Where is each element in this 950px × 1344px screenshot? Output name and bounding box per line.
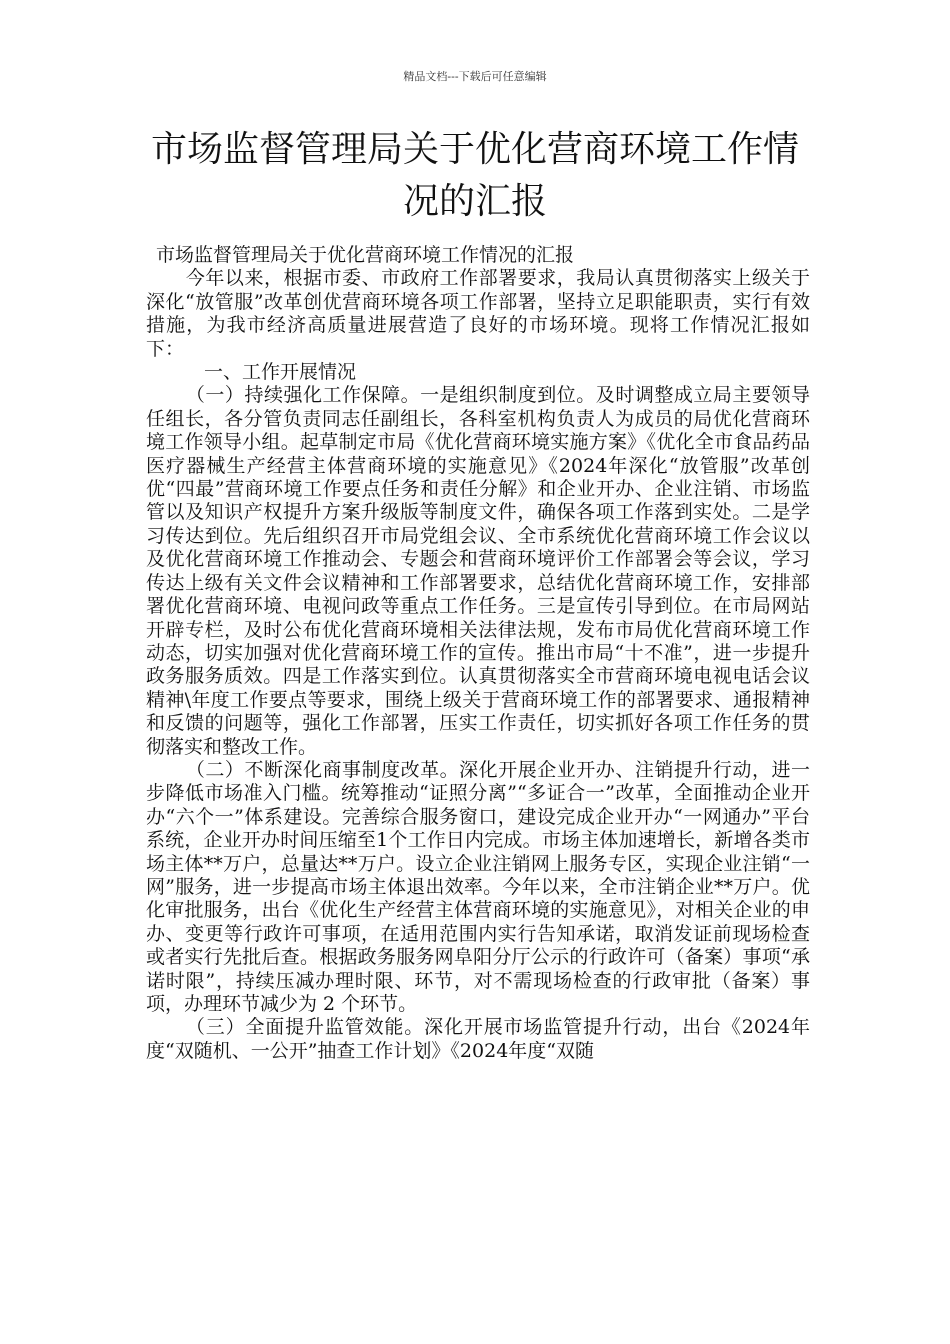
- paragraph-business-reform: （二）不断深化商事制度改革。深化开展企业开办、注销提升行动，进一步降低市场准入门槛。统筹推动“证照分离”“多证合一”改革，全面推动企业开办“六个一”体系建设。完善综合服务窗口，建设完成企业开办“一网通办”平台系统，企业开办时间压缩至1个工作日内完成。市场主体加速增长，新增各类市场主体**万户，总量达**万户。设立企业注销网上服务专区，实现企业注销“一网”服务，进一步提高市场主体退出效率。今年以来，全市注销企业**万户。优化审批服务，出台《优化生产经营主体营商环境的实施意见》，对相关企业的申办、变更等行政许可事项，在适用范围内实行告知承诺，取消发证前现场检查或者实行先批后查。根据政务服务网阜阳分厅公示的行政许可（备案）事项“承诺时限”，持续压减办理时限、环节，对不需现场检查的行政审批（备案）事项，办理环节减少为 2 个环节。: [146, 758, 810, 1015]
- document-body: [146, 244, 810, 1063]
- intro-paragraph: 今年以来，根据市委、市政府工作部署要求，我局认真贯彻落实上级关于深化“放管服”改革创优营商环境各项工作部署，坚持立足职能职责，实行有效措施，为我市经济高质量进展营造了良好的市场环境。现将工作情况汇报如下：: [146, 267, 810, 360]
- document-subtitle: 市场监督管理局关于优化营商环境工作情况的汇报: [156, 244, 575, 266]
- document-title: 市场监督管理局关于优化营商环境工作情况的汇报: [150, 129, 799, 222]
- header-note: 精品文档---下载后可任意编辑: [403, 70, 547, 83]
- section-heading: 一、工作开展情况: [204, 361, 357, 384]
- paragraph-work-guarantee: （一）持续强化工作保障。一是组织制度到位。及时调整成立局主要领导任组长，各分管负责同志任副组长，各科室机构负责人为成员的局优化营商环境工作领导小组。起草制定市局《优化营商环境实施方案》《优化全市食品药品医疗器械生产经营主体营商环境的实施意见》《2024年深化“放管服”改革创优“四最”营商环境工作要点任务和责任分解》和企业开办、企业注销、市场监管以及知识产权提升方案升级版等制度文件，确保各项工作落到实处。二是学习传达到位。先后组织召开市局党组会议、全市系统优化营商环境工作会议以及优化营商环境工作推动会、专题会和营商环境评价工作部署会等会议，学习传达上级有关文件会议精神和工作部署要求，总结优化营商环境工作，安排部署优化营商环境、电视问政等重点工作任务。三是宣传引导到位。在市局网站开辟专栏，及时公布优化营商环境相关法律法规，发布市局优化营商环境工作动态，切实加强对优化营商环境工作的宣传。推出市局“十不准”，进一步提升政务服务质效。四是工作落实到位。认真贯彻落实全市营商环境电视电话会议精神\年度工作要点等要求，围绕上级关于营商环境工作的部署要求、通报精神和反馈的问题等，强化工作部署，压实工作责任，切实抓好各项工作任务的贯彻落实和整改工作。: [146, 384, 810, 758]
- paragraph-supervision: （三）全面提升监管效能。深化开展市场监管提升行动，出台《2024年度“双随机、一公开”抽查工作计划》《2024年度“双随: [146, 1016, 810, 1062]
